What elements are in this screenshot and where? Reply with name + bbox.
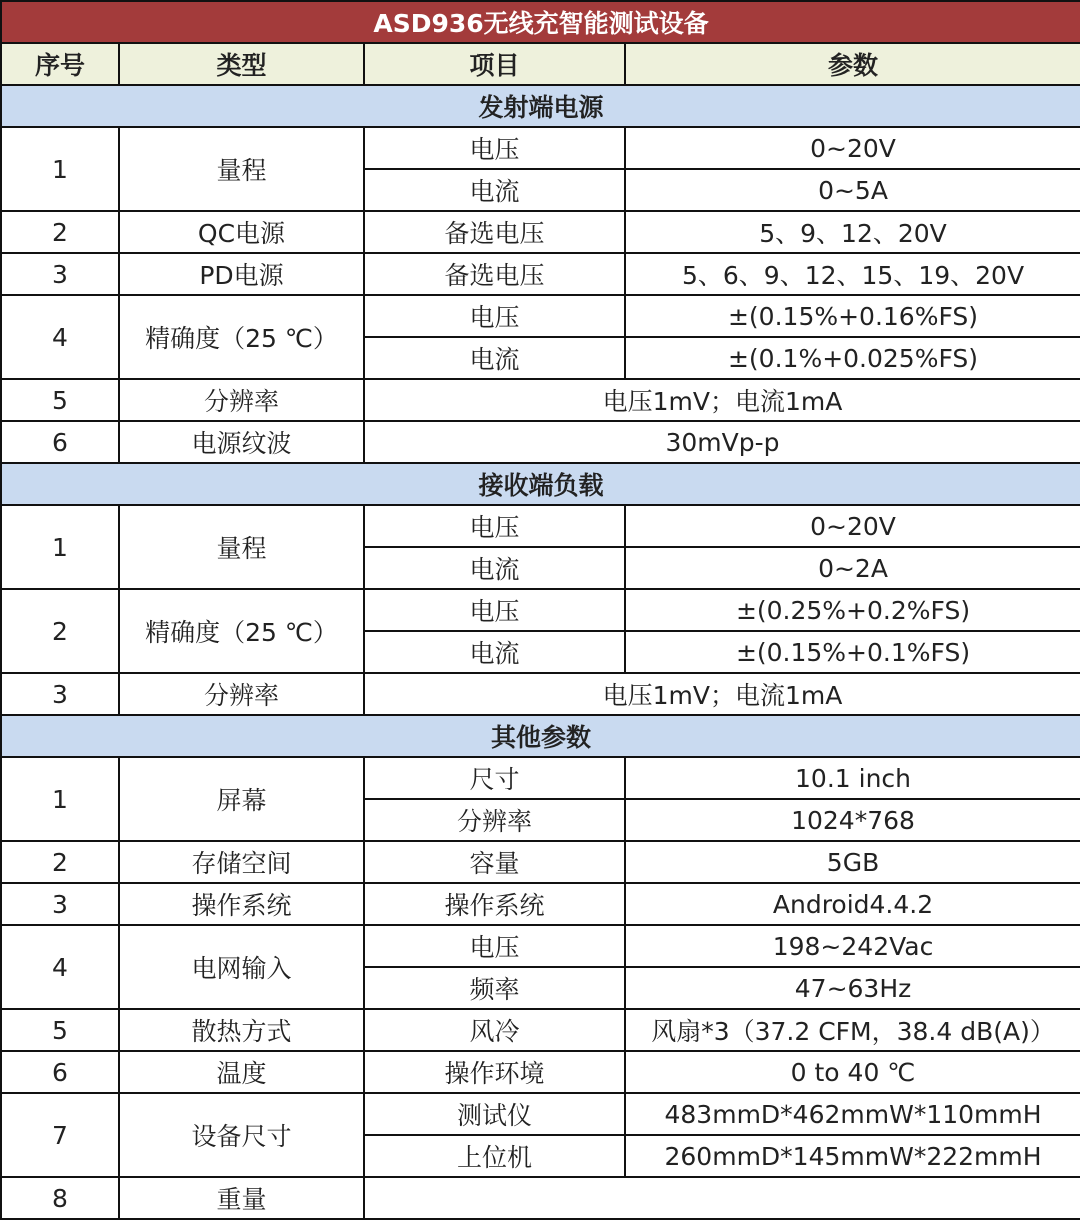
cell-type: PD电源 [119,253,364,295]
cell-param: 198~242Vac [625,925,1080,967]
cell-param: 47~63Hz [625,967,1080,1009]
cell-item: 分辨率 [364,799,625,841]
cell-type: 设备尺寸 [119,1093,364,1177]
section-row [1,463,1080,505]
header-row [1,43,1080,85]
section-title: 接收端负载 [1,463,1080,505]
cell-index: 4 [1,925,119,1009]
cell-param: 10.1 inch [625,757,1080,799]
cell-param: 0~20V [625,505,1080,547]
cell-type: 精确度（25 ℃） [119,295,364,379]
cell-type: QC电源 [119,211,364,253]
section-row [1,85,1080,127]
cell-param: 260mmD*145mmW*222mmH [625,1135,1080,1177]
cell-item: 电流 [364,337,625,379]
cell-item: 风冷 [364,1009,625,1051]
column-header-item: 项目 [364,43,625,85]
table-row [1,1177,1080,1219]
cell-index: 7 [1,1093,119,1177]
cell-type: 电网输入 [119,925,364,1009]
cell-type: 分辨率 [119,379,364,421]
cell-index: 6 [1,421,119,463]
table-row [1,1093,1080,1135]
column-header-type: 类型 [119,43,364,85]
cell-type: 精确度（25 ℃） [119,589,364,673]
cell-type: 温度 [119,1051,364,1093]
table-row [1,253,1080,295]
title-row [1,1,1080,43]
cell-index: 3 [1,673,119,715]
cell-item: 电压 [364,127,625,169]
cell-param: 0~5A [625,169,1080,211]
cell-item: 频率 [364,967,625,1009]
table-row [1,925,1080,967]
cell-param: 5、6、9、12、15、19、20V [625,253,1080,295]
cell-param-merged: 30mVp-p [364,421,1080,463]
cell-type: 存储空间 [119,841,364,883]
table-row [1,757,1080,799]
cell-item: 操作系统 [364,883,625,925]
table-row [1,379,1080,421]
table-row [1,211,1080,253]
cell-param: ±(0.15%+0.16%FS) [625,295,1080,337]
cell-param: 5GB [625,841,1080,883]
cell-index: 5 [1,379,119,421]
cell-type: 量程 [119,127,364,211]
cell-param: ±(0.15%+0.1%FS) [625,631,1080,673]
cell-type: 电源纹波 [119,421,364,463]
cell-param: 5、9、12、20V [625,211,1080,253]
table-row [1,1051,1080,1093]
cell-param: 0~20V [625,127,1080,169]
section-title: 发射端电源 [1,85,1080,127]
cell-index: 3 [1,253,119,295]
cell-param-merged: 电压1mV；电流1mA [364,673,1080,715]
cell-item: 电压 [364,589,625,631]
cell-item: 备选电压 [364,211,625,253]
column-header-index: 序号 [1,43,119,85]
cell-index: 2 [1,211,119,253]
cell-index: 1 [1,127,119,211]
table-row [1,295,1080,337]
cell-param: ±(0.1%+0.025%FS) [625,337,1080,379]
cell-item: 电压 [364,295,625,337]
table-row [1,883,1080,925]
cell-item: 电流 [364,169,625,211]
cell-param: ±(0.25%+0.2%FS) [625,589,1080,631]
cell-param-merged [364,1177,1080,1219]
cell-index: 6 [1,1051,119,1093]
section-title: 其他参数 [1,715,1080,757]
cell-item: 备选电压 [364,253,625,295]
cell-index: 4 [1,295,119,379]
table-row [1,421,1080,463]
cell-item: 测试仪 [364,1093,625,1135]
cell-type: 散热方式 [119,1009,364,1051]
cell-item: 操作环境 [364,1051,625,1093]
table-row [1,127,1080,169]
cell-type: 屏幕 [119,757,364,841]
cell-param: Android4.4.2 [625,883,1080,925]
cell-index: 2 [1,841,119,883]
cell-type: 分辨率 [119,673,364,715]
cell-index: 5 [1,1009,119,1051]
table-title: ASD936无线充智能测试设备 [1,1,1080,43]
cell-item: 电流 [364,631,625,673]
cell-item: 电压 [364,925,625,967]
cell-type: 重量 [119,1177,364,1219]
cell-item: 电压 [364,505,625,547]
cell-param: 0~2A [625,547,1080,589]
section-row [1,715,1080,757]
table-row [1,673,1080,715]
table-row [1,589,1080,631]
cell-index: 2 [1,589,119,673]
cell-param: 483mmD*462mmW*110mmH [625,1093,1080,1135]
cell-index: 8 [1,1177,119,1219]
cell-item: 上位机 [364,1135,625,1177]
table-row [1,841,1080,883]
cell-item: 电流 [364,547,625,589]
cell-item: 容量 [364,841,625,883]
cell-param: 风扇*3（37.2 CFM，38.4 dB(A)） [625,1009,1080,1051]
cell-item: 尺寸 [364,757,625,799]
cell-index: 1 [1,757,119,841]
table-row [1,1009,1080,1051]
column-header-param: 参数 [625,43,1080,85]
table-row [1,505,1080,547]
cell-index: 1 [1,505,119,589]
cell-param: 1024*768 [625,799,1080,841]
cell-param-merged: 电压1mV；电流1mA [364,379,1080,421]
cell-type: 操作系统 [119,883,364,925]
cell-index: 3 [1,883,119,925]
cell-param: 0 to 40 ℃ [625,1051,1080,1093]
cell-type: 量程 [119,505,364,589]
